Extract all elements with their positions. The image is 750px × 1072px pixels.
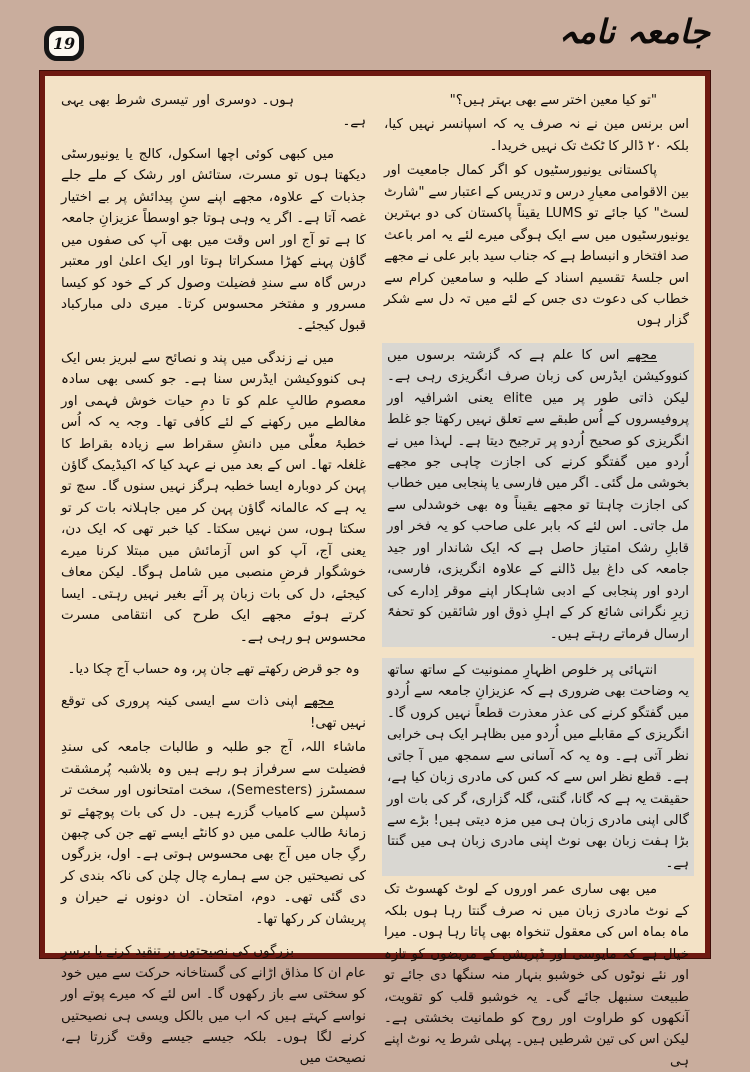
paragraph: "تو کیا معین اختر سے بھی بہتر ہیں؟" [449, 93, 657, 108]
masthead-title: جامعہ نامہ [558, 12, 710, 51]
paragraph: ماشاء اللہ، آج جو طلبہ و طالبات جامعہ کی سندِ فضیلت سے سرفراز ہو رہے ہیں وہ بلاشبہ پُرمشقت سمسٹرز (Semesters)، سخت امتحانوں اور سخت تر ڈسپلن سے کامیاب گزرے ہیں۔ دل کی بات پوچھئے تو زمانۂ طالب علمی میں دو کانٹے ایسے تھے جن کی چبھن رگِ جاں میں آج بھی محسوس ہوتی ہے۔ اول، بزرگوں کی نصیحتیں جن سے ہمارے چال چلن کی ناکہ بندی کر دی گئی تھی۔ دوم، امتحان۔ ان دونوں نے حیران و پریشان کر رکھا تھا۔ [61, 740, 366, 927]
paragraph: میں کبھی کوئی اچھا اسکول، کالج یا یونیورسٹی دیکھتا ہوں تو مسرت، ستائش اور رشک کے ملے جلے جذبات کے علاوہ، مجھے اپنے سنِ پیدائش پر بے اختیار غصہ آتا ہے۔ اگر یہ وہی ہوتا جو اوسطاً عزیزانِ جامعہ کا ہے تو آج اور اس وقت میں بھی آپ کی صفوں میں گاؤن پہنے کھڑا مسکراتا ہوتا اور ایک اعلیٰ اور معتبر درس گاہ سے سندِ فضیلت وصول کر کے خود کو کیسا مسرور و مفتخر محسوس کرتا۔ میری دلی مبارکباد قبول کیجئے۔ [61, 146, 366, 334]
underlined-word: مجھے [304, 694, 334, 710]
paragraph: بزرگوں کی نصیحتوں پر تنقید کرنے یا برسرِ عام ان کا مذاق اڑانے کی گستاخانہ حرکت سے میں خود کو سختی سے باز رکھوں گا۔ اس لئے کہ میرے پوتے اور نواسے کہتے ہیں کہ اب میں بالکل ویسی ہی نصیحتیں کرنے لگا ہوں۔ بلکہ جیسے جیسے وقت گزرتا ہے، نصیحت میں [61, 944, 366, 1067]
paragraph: میں بھی ساری عمر اوروں کے لوٹ کھسوٹ تک کے نوٹ مادری زبان میں نہ صرف گنتا رہا ہوں بلکہ ماہ بماہ اس کی معقول تنخواہ بھی پاتا رہا ہوں۔ میرا خیال ہے کہ مایوسی اور ڈپریشن کے مریضوں کو تازہ اور نئے نوٹوں کی خوشبو بنہار منہ سنگھا دی جائے تو طبیعت سنبھل جائے گی۔ یہ خوشبو قلب کو تقویت، آنکھوں کو طراوت اور روح کو طمانیت بخشتی ہے۔ لیکن اس کی تین شرطیں ہیں۔ پہلی شرط یہ نوٹ اپنے ہی [384, 882, 689, 1069]
underlined-word: مجھے [627, 347, 657, 363]
page-number: 19 [52, 34, 76, 53]
article-content [45, 76, 705, 1069]
paragraph: میں نے زندگی میں پند و نصائح سے لبریز بس ایک ہی کنووکیشن ایڈرس سنا ہے۔ جو کسی بھی سادہ معصوم طالبِ علم کو تا دمِ حیات خوش فہمی اور مغالطے میں رکھنے کے لئے کافی تھا۔ وجہ یہ کہ اُس خطبۂ معلّٰی میں دانشِ سقراط سے زیادہ بقراط کا غلغلہ تھا۔ اس کے بعد میں نے عہد کیا کہ اکیڈیمک گاؤن پہن کر دوبارہ ایسا خطبہ ہرگز نہیں سنوں گا۔ سچ تو یہ ہے کہ عالمانہ گاؤن پہن کر میں جاہلانہ بات کر تو سکتا ہوں، سن نہیں سکتا۔ کیا خبر تھی کہ ایک دن، یعنی آج، آپ کو اس آزمائش میں مبتلا کرنا میرے خوشگوار فرضِ منصبی میں شامل ہوگا۔ لیکن معاف کیجئے، دل کی بات زبان پر آئے بغیر نہیں رہتی۔ ایسا کرتے ہوئے مجھے ایک طرح کی انتقامی مسرت محسوس ہو رہی ہے۔ [61, 350, 366, 645]
paragraph: ہوں۔ دوسری اور تیسری شرط بھی یہی ہے۔ [61, 93, 366, 130]
paragraph: انتہائی پر خلوص اظہارِ ممنونیت کے ساتھ ساتھ یہ وضاحت بھی ضروری ہے کہ عزیزانِ جامعہ سے اُردو میں گفتگو کرنے کی عذر معذرت قطعاً نہیں کروں گا۔ انگریزی کے مقابلے میں اُردو میں بظاہر ایک ہی خرابی نظر آتی ہے۔ وہ یہ کہ آسانی سے سمجھ میں آ جاتی ہے۔ قطع نظر اس سے کہ کس کی مادری زبان کیا ہے، حقیقت یہ ہے کہ گانا، گنتی، گلہ گزاری، گر کی بات اور گالی اپنی مادری زبان ہی میں مزہ دیتی ہیں! بڑے سے بڑا ہفت زبان بھی نوٹ اپنی مادری زبان ہی میں گنتا ہے۔ [382, 658, 694, 876]
paragraph: مجھے اپنی ذات سے ایسی کینہ پروری کی توقع نہیں تھی! [61, 694, 366, 731]
article-frame [40, 71, 710, 1069]
page-number-badge [44, 26, 84, 61]
column-right [384, 90, 689, 1069]
paragraph: پاکستانی یونیورسٹیوں کو اگر کمال جامعیت اور بین الاقوامی معیارِ درس و تدریس کے اعتبار سے "شارٹ لسٹ" کیا جائے تو LUMS یقیناً پاکستان کی دو بہترین یونیورسٹیوں میں سے ایک ہوگی میرے لئے یہ امر باعث صد افتخار و انبساط ہے کہ جناب سید بابر علی نے مجھے اس جلسۂ تقسیم اسناد کے طلبہ و سامعین کرام سے خطاب کی دعوت دی جس کے لئے میں تہ دل سے شکر گزار ہوں [384, 163, 689, 329]
column-left [61, 90, 366, 1067]
paragraph: مجھے اس کا علم ہے کہ گزشتہ برسوں میں کنووکیشن ایڈرس کی زبان صرف انگریزی رہی ہے۔ لیکن ذاتی طور پر میں elite یعنی اشرافیہ اور پروفیسروں کے اُس طبقے سے تعلق نہیں رکھتا جو غلط انگریزی کو صحیح اُردو پر ترجیح دیتا ہے۔ لہذا میں نے اُردو میں گفتگو کرنے کی اجازت چاہی جو مجھے بخوشی مل گئی۔ اگر میں فارسی یا پنجابی میں خطاب کی اجازت چاہتا تو مجھے یقیناً وہ بھی خوشدلی سے مل جاتی۔ اس لئے کہ بابر علی صاحب کو یہ فخر اور قابلِ رشک امتیاز حاصل ہے کہ ایک شاندار اور جید جامعہ کی داغ بیل ڈالنے کے علاوہ انگریزی، فارسی، اردو اور پنجابی کے ادبی شاہکار اپنے موقر اِدارے کی زیرِ نگرانی شائع کر کے اہلِ ذوق اور شائقین کو تحفۃً ارسال فرماتے رہتے ہیں۔ [382, 343, 694, 647]
paragraph: اس برنس مین نے نہ صرف یہ کہ اسپانسر نہیں کیا، بلکہ ۲۰ ڈالر کا ٹکٹ تک نہیں خریدا۔ [384, 117, 689, 154]
paragraph: وہ جو قرض رکھتے تھے جان پر، وہ حساب آج چکا دیا۔ [67, 661, 360, 677]
